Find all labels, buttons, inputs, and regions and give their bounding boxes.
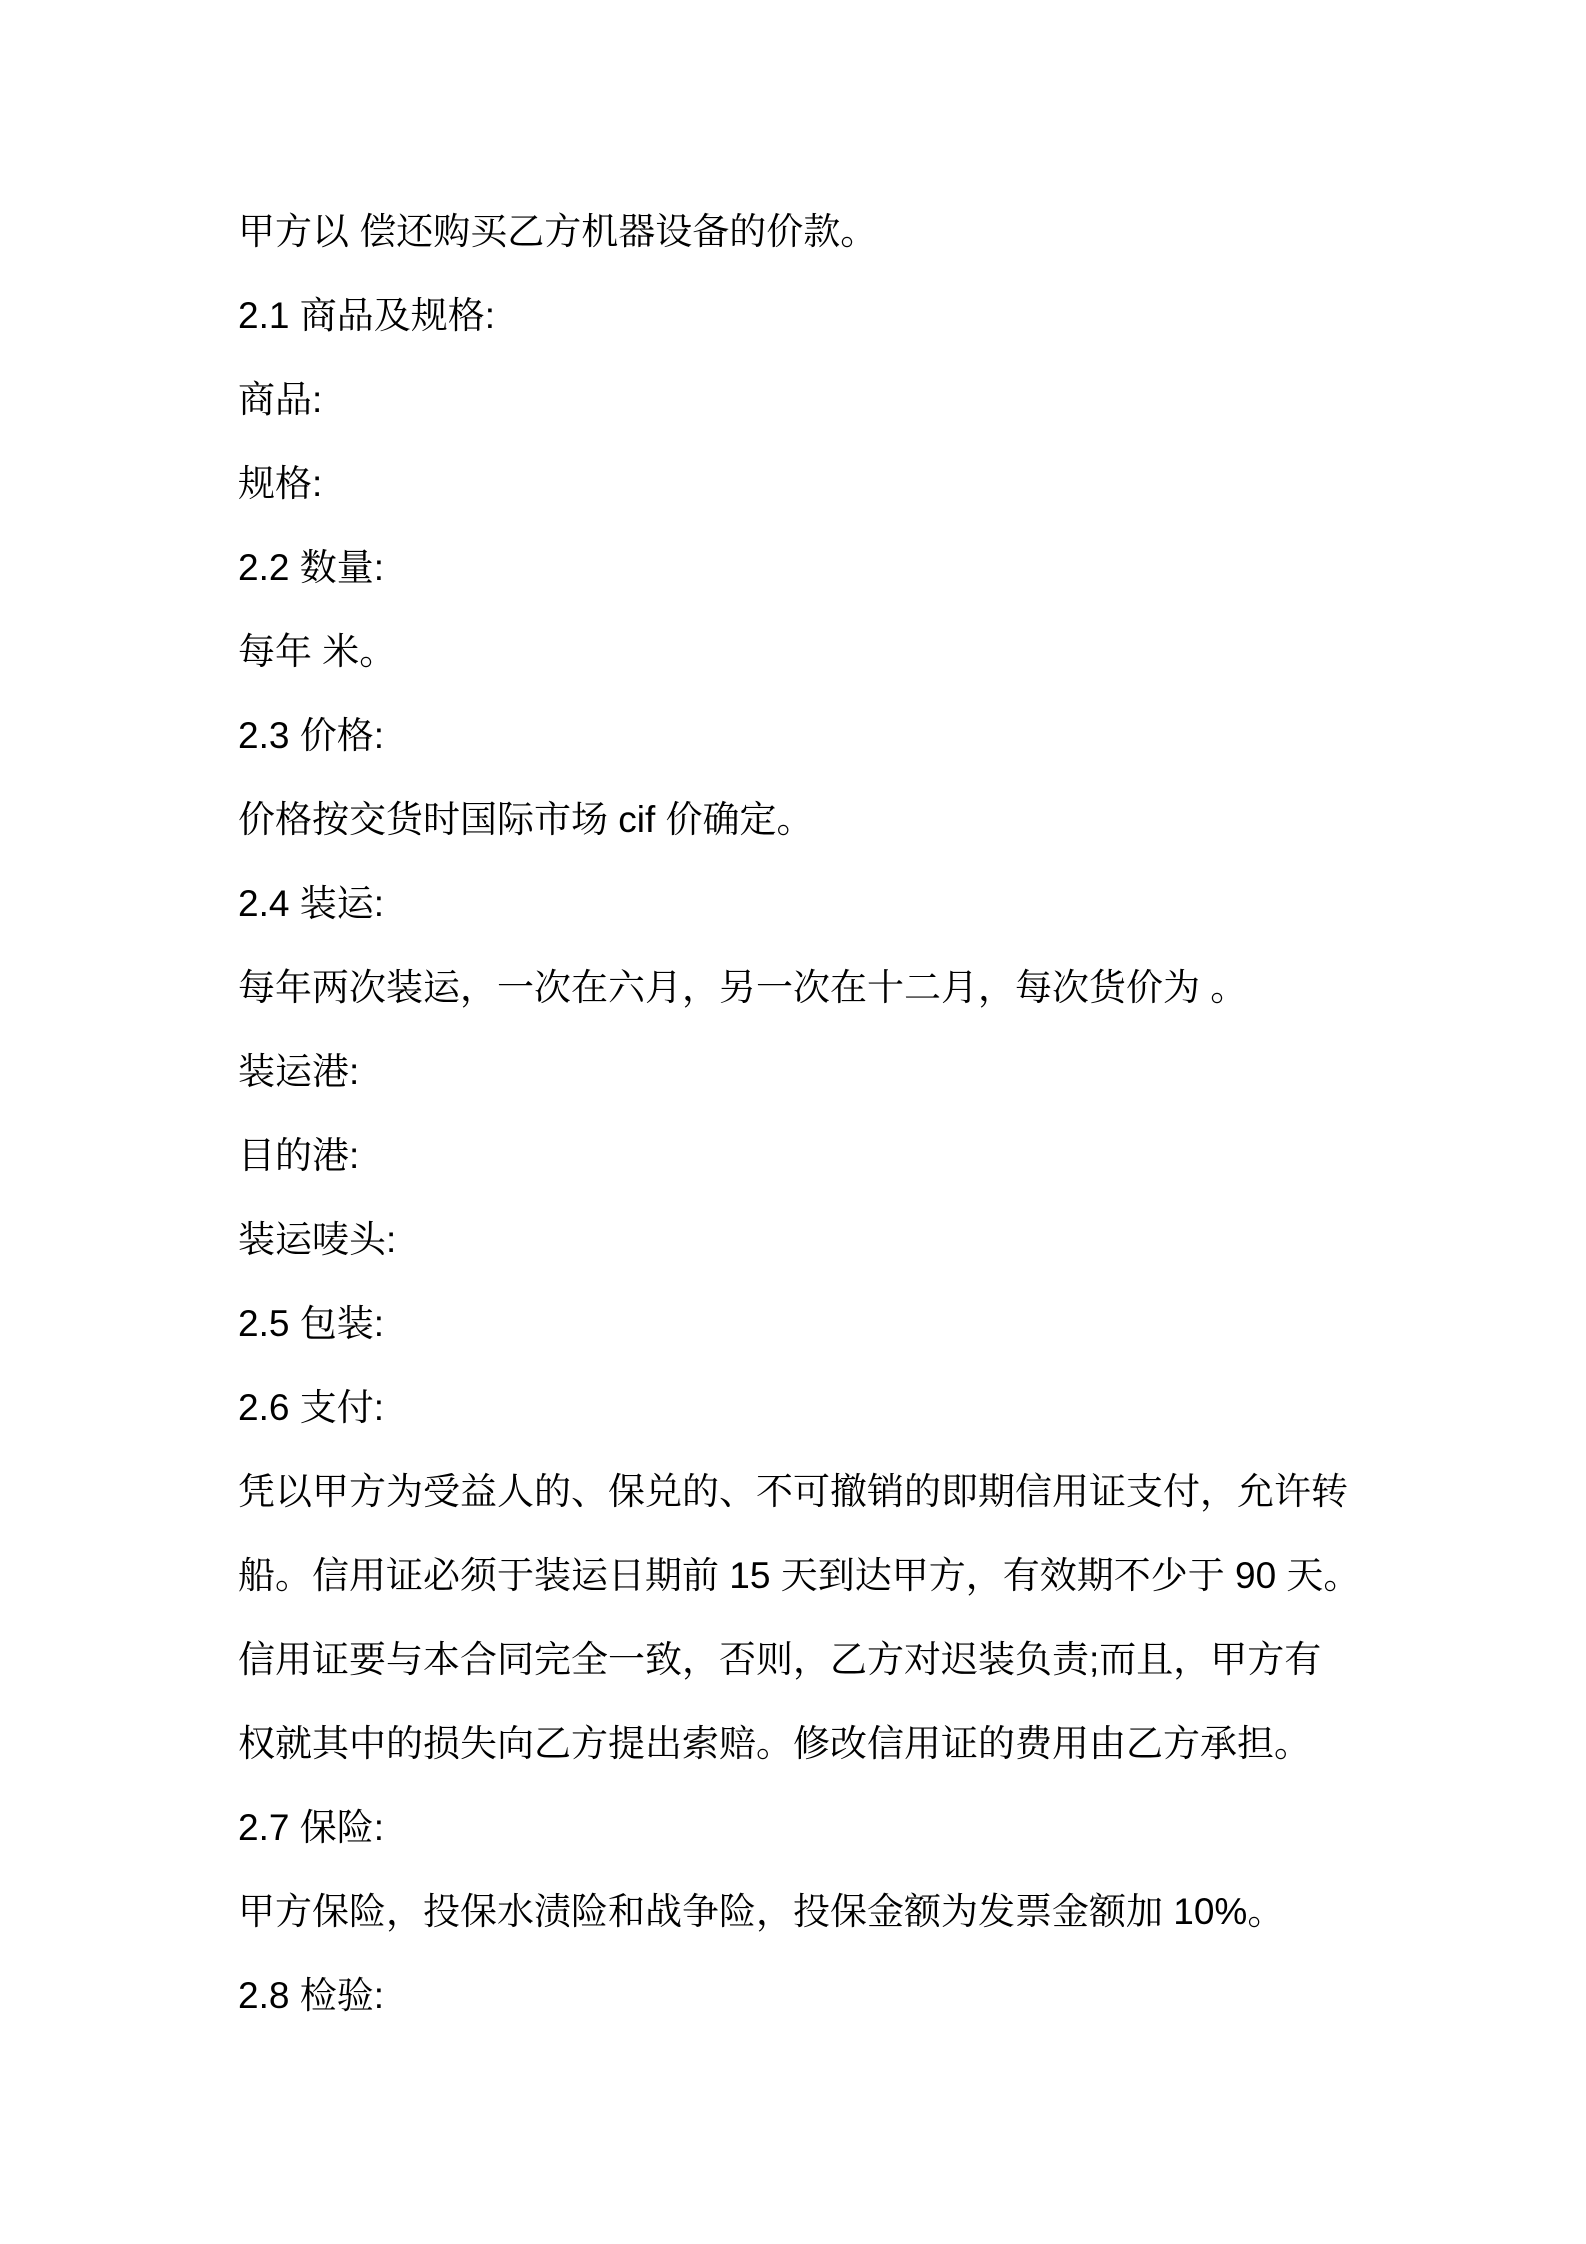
paragraph-shipment-schedule: 每年两次装运，一次在六月，另一次在十二月，每次货价为 。	[238, 967, 1248, 1008]
heading-2-5-packing: 2.5 包装:	[238, 1303, 384, 1344]
heading-2-6-payment: 2.6 支付:	[238, 1387, 384, 1428]
paragraph-insurance: 甲方保险，投保水渍险和战争险，投保金额为发票金额加 10%。	[238, 1891, 1285, 1932]
heading-2-4-shipment: 2.4 装运:	[238, 883, 384, 924]
paragraph-intro: 甲方以 偿还购买乙方机器设备的价款。	[238, 211, 878, 252]
paragraph-payment-line-1: 凭以甲方为受益人的、保兑的、不可撤销的即期信用证支付，允许转	[238, 1471, 1348, 1512]
heading-2-8-inspection: 2.8 检验:	[238, 1975, 384, 2016]
heading-2-1-commodity-spec: 2.1 商品及规格:	[238, 295, 495, 336]
field-commodity: 商品:	[238, 379, 323, 420]
document-body	[238, 190, 1368, 2038]
field-specification: 规格:	[238, 463, 323, 504]
field-shipping-mark: 装运唛头:	[238, 1219, 397, 1260]
paragraph-payment-line-3: 信用证要与本合同完全一致，否则，乙方对迟装负责;而且，甲方有	[238, 1639, 1322, 1680]
heading-2-7-insurance: 2.7 保险:	[238, 1807, 384, 1848]
field-quantity-per-year: 每年 米。	[238, 631, 397, 672]
paragraph-price-basis: 价格按交货时国际市场 cif 价确定。	[238, 799, 814, 840]
field-loading-port: 装运港:	[238, 1051, 360, 1092]
heading-2-3-price: 2.3 价格:	[238, 715, 384, 756]
paragraph-payment-line-2: 船。信用证必须于装运日期前 15 天到达甲方，有效期不少于 90 天。	[238, 1555, 1361, 1596]
heading-2-2-quantity: 2.2 数量:	[238, 547, 384, 588]
paragraph-payment-line-4: 权就其中的损失向乙方提出索赔。修改信用证的费用由乙方承担。	[238, 1723, 1311, 1764]
field-destination-port: 目的港:	[238, 1135, 360, 1176]
